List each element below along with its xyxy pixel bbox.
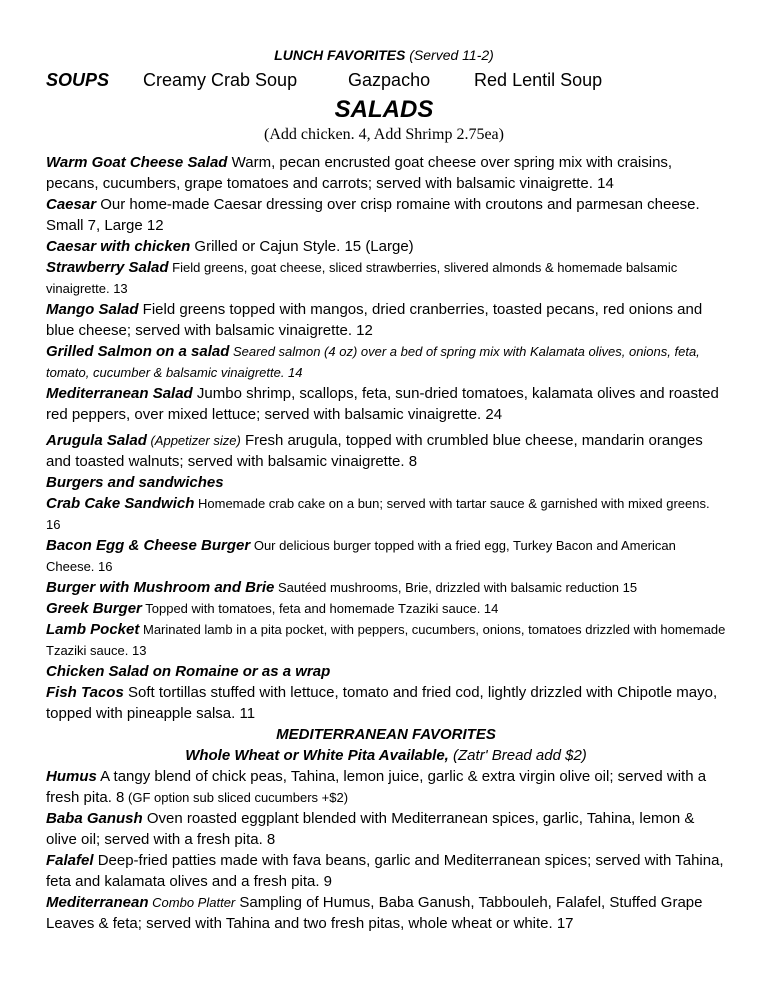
- soup-item: Creamy Crab Soup: [143, 70, 298, 90]
- item-name: Falafel: [46, 852, 94, 869]
- item-name: Burger with Mushroom and Brie: [46, 579, 275, 596]
- item-desc: Topped with tomatoes, feta and homemade Tzaziki sauce. 14: [141, 601, 499, 616]
- chicken-salad-heading: Chicken Salad on Romaine or as a wrap: [46, 663, 331, 680]
- menu-item: [46, 236, 726, 257]
- item-desc: Soft tortillas stuffed with lettuce, tomato and fried cod, lightly drizzled with Chipotle mayo, topped with pineapple salsa. 11: [46, 684, 718, 722]
- item-name-suffix: Combo Platter: [148, 895, 236, 910]
- soups-row: [46, 70, 602, 91]
- item-desc: Seared salmon (4 oz) over a bed of spring mix with Kalamata olives, onions, feta, tomato, cucumber & balsamic vinaigrette. 14: [46, 344, 700, 380]
- item-desc: Grilled or Cajun Style. 15 (Large): [190, 238, 414, 255]
- menu-item: [46, 598, 726, 619]
- menu-item: [46, 341, 726, 383]
- soup-item: Red Lentil Soup: [474, 70, 603, 90]
- soups-label: SOUPS: [46, 70, 110, 90]
- item-name: Bacon Egg & Cheese Burger: [46, 537, 251, 554]
- pita-options: Whole Wheat or White Pita Available,: [185, 747, 449, 764]
- menu-item: [46, 682, 726, 724]
- menu-item: [46, 430, 726, 472]
- menu-item: [46, 535, 726, 577]
- item-desc: Fresh arugula, topped with crumbled blue cheese, mandarin oranges and toasted walnuts; served with balsamic vinaigrette. 8: [46, 432, 703, 470]
- item-name: Mango Salad: [46, 301, 139, 318]
- item-name: Humus: [46, 768, 97, 785]
- item-desc: Oven roasted eggplant blended with Mediterranean spices, garlic, Tahina, lemon & olive oil; served with a fresh pita. 8: [46, 810, 695, 848]
- item-desc: Sampling of Humus, Baba Ganush, Tabbouleh, Falafel, Stuffed Grape Leaves & feta; served with Tahina and two fresh pitas, whole wheat or white. 17: [46, 894, 703, 932]
- menu-item: [46, 892, 726, 934]
- item-name: Caesar with chicken: [46, 238, 191, 255]
- menu-item: [46, 152, 726, 194]
- item-desc: Homemade crab cake on a bun; served with tartar sauce & garnished with mixed greens. 16: [46, 496, 710, 532]
- item-desc: Deep-fried patties made with fava beans, garlic and Mediterranean spices; served with Tahina, feta and kalamata olives and a fresh pita. 9: [46, 852, 724, 890]
- menu-item: [46, 299, 726, 341]
- salads-addon-note: (Add chicken. 4, Add Shrimp 2.75ea): [264, 126, 504, 143]
- item-name: Mediterranean: [46, 894, 149, 911]
- item-desc: Our home-made Caesar dressing over crisp romaine with croutons and parmesan cheese. Small 7, Large 12: [46, 196, 700, 234]
- item-name: Crab Cake Sandwich: [46, 495, 195, 512]
- lunch-title: LUNCH FAVORITES: [274, 47, 406, 63]
- item-desc: Marinated lamb in a pita pocket, with peppers, cucumbers, onions, tomatoes drizzled with homemade Tzaziki sauce. 13: [46, 622, 726, 658]
- item-desc: Warm, pecan encrusted goat cheese over spring mix with craisins, pecans, cucumbers, grape tomatoes and carrots; served with balsamic vinaigrette. 14: [46, 154, 673, 192]
- item-desc: Sautéed mushrooms, Brie, drizzled with balsamic reduction 15: [274, 580, 638, 595]
- menu-item: [46, 257, 726, 299]
- item-name: Greek Burger: [46, 600, 142, 617]
- menu-items: [46, 152, 726, 934]
- item-desc: Field greens, goat cheese, sliced strawberries, slivered almonds & homemade balsamic vinaigrette. 13: [46, 260, 678, 296]
- item-name: Grilled Salmon on a salad: [46, 343, 230, 360]
- item-size-note: (Appetizer size): [146, 433, 241, 448]
- item-desc: Field greens topped with mangos, dried cranberries, toasted pecans, red onions and blue cheese; served with balsamic vinaigrette. 12: [46, 301, 703, 339]
- item-desc: Our delicious burger topped with a fried egg, Turkey Bacon and American Cheese. 16: [46, 538, 676, 574]
- menu-item: [46, 619, 726, 661]
- lunch-hours: (Served 11-2): [409, 47, 494, 63]
- menu-item: [46, 194, 726, 236]
- item-name: Baba Ganush: [46, 810, 143, 827]
- item-name: Caesar: [46, 196, 97, 213]
- salads-heading: SALADS: [334, 96, 434, 123]
- mediterranean-heading: MEDITERRANEAN FAVORITES: [276, 726, 496, 743]
- menu-item: [46, 850, 726, 892]
- lunch-favorites-heading: [0, 47, 768, 63]
- item-option-note: (GF option sub sliced cucumbers +$2): [124, 790, 349, 805]
- menu-item: [46, 493, 726, 535]
- item-name: Strawberry Salad: [46, 259, 169, 276]
- menu-item: [46, 383, 726, 425]
- item-desc: Jumbo shrimp, scallops, feta, sun-dried tomatoes, kalamata olives and roasted red peppers, over mixed lettuce; served with balsamic vinaigrette. 24: [46, 385, 719, 423]
- pita-note: [46, 745, 726, 766]
- item-desc: A tangy blend of chick peas, Tahina, lemon juice, garlic & extra virgin olive oil; served with a fresh pita. 8: [46, 768, 707, 806]
- item-name: Lamb Pocket: [46, 621, 140, 638]
- item-name: Arugula Salad: [46, 432, 147, 449]
- item-name: Warm Goat Cheese Salad: [46, 154, 228, 171]
- soup-item: Gazpacho: [348, 70, 431, 90]
- menu-item: [46, 766, 726, 808]
- item-name: Mediterranean Salad: [46, 385, 193, 402]
- zatr-bread-note: (Zatr' Bread add $2): [448, 747, 587, 764]
- menu-item: [46, 808, 726, 850]
- menu-item: [46, 577, 726, 598]
- item-name: Fish Tacos: [46, 684, 124, 701]
- burgers-heading: Burgers and sandwiches: [46, 474, 224, 491]
